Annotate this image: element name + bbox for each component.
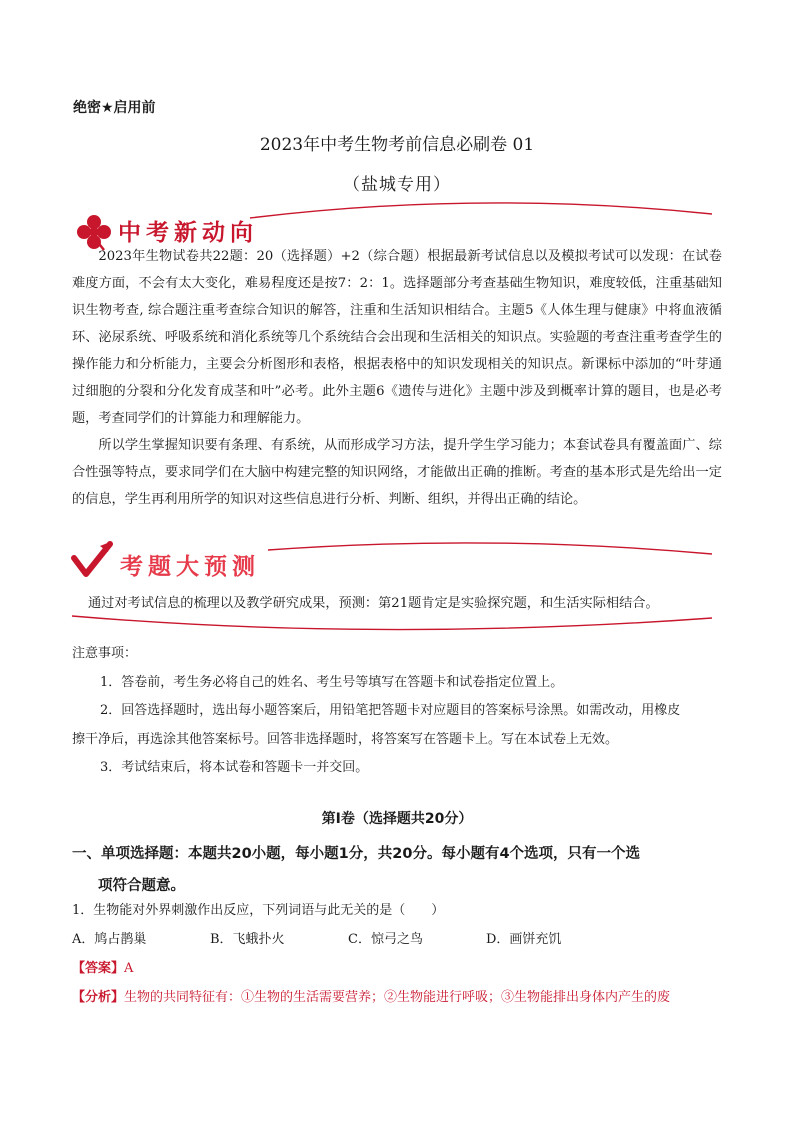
analysis-line (72, 986, 670, 1005)
analysis-text: 生物的共同特征有：①生物的生活需要营养；②生物能进行呼吸；③生物能排出身体内产生的废 (124, 990, 671, 1005)
predict-section-header (70, 540, 330, 590)
notes-item-2-continued: 擦干净后，再选涂其他答案标号。回答非选择题时，将答案写在答题卡上。写在本试卷上无效。 (72, 731, 619, 747)
notes-item-3: 3．考试结束后，将本试卷和答题卡一并交回。 (100, 760, 369, 775)
notes-item-2: 2．回答选择题时，选出每小题答案后，用铅笔把答题卡对应题目的答案标号涂黑。如需改动，用橡皮 (100, 703, 681, 718)
option-d: D．画饼充饥 (486, 932, 562, 947)
option-c: C．惊弓之鸟 (348, 932, 423, 947)
section-instructions (72, 838, 732, 902)
section-instructions-line-2: 项符合题意。 (98, 878, 185, 894)
notes-block (72, 640, 732, 783)
trend-paragraph-2: 所以学生掌握知识要有条理、有系统，从而形成学习方法，提升学生学习能力；本套试卷具有覆盖面广、综合性强等特点，要求同学们在大脑中构建完整的知识网络，才能做出正确的推断。考查的基本形式是先给出一定的信息，学生再利用所学的知识对这些信息进行分析、判断、组织，并得出正确的结论。 (72, 438, 722, 507)
page-title: 2023年中考生物考前信息必刷卷 01 (259, 135, 535, 155)
analysis-label: 【分析】 (72, 990, 125, 1005)
checkmark-icon (70, 538, 114, 582)
trend-section-label: 中考新动向 (118, 220, 258, 246)
answer-label: 【答案】 (72, 961, 125, 976)
predict-section-label: 考题大预测 (120, 554, 260, 580)
answer-value: A (124, 961, 134, 976)
trend-paragraphs (72, 243, 722, 513)
option-a: A．鸠占鹊巢 (72, 932, 147, 947)
trend-paragraph-1: 2023年生物试卷共22题：20（选择题）+2（综合题）根据最新考试信息以及模拟考试可以发现：在试卷难度方面，不会有太大变化，难易程度还是按7：2：1。选择题部分考查基础生物知识，难度较低，注重基础知识生物考查, 综合题注重考查综合知识的解答，注重和生活知识相结合。主题5《人体生理与健康》中将血液循环、泌尿系统、呼吸系统和消化系统等几个系统结合会出现和生活相关的知识点。实验题的考查注重考查学生的操作能力和分析能力，主要会分析图形和表格，根据表格中的知识发现相关的知识点。新课标中添加的“叶芽通过细胞的分裂和分化发育成茎和叶”必考。此外主题6《遗传与进化》主题中涉及到概率计算的题目，也是必考题，考查同学们的计算能力和理解能力。 (72, 249, 722, 426)
predict-text: 通过对考试信息的梳理以及教学研究成果，预测：第21题肯定是实验探究题，和生活实际相结合。 (88, 596, 659, 611)
answer-line (72, 957, 133, 976)
confidential-label: 绝密★启用前 (73, 100, 156, 116)
question-stem: 1．生物能对外界刺激作出反应，下列词语与此无关的是（ ） (72, 903, 445, 918)
notes-heading: 注意事项： (72, 646, 138, 661)
option-b: B．飞蛾扑火 (210, 932, 285, 947)
part-title: 第I卷（选择题共20分） (321, 811, 473, 827)
page-subtitle: （盐城专用） (343, 175, 451, 195)
section-instructions-line-1: 一、单项选择题：本题共20小题，每小题1分，共20分。每小题有4个选项，只有一个选 (72, 846, 641, 862)
notes-item-1: 1．答卷前，考生务必将自己的姓名、考生号等填写在答题卡和试卷指定位置上。 (100, 674, 564, 690)
